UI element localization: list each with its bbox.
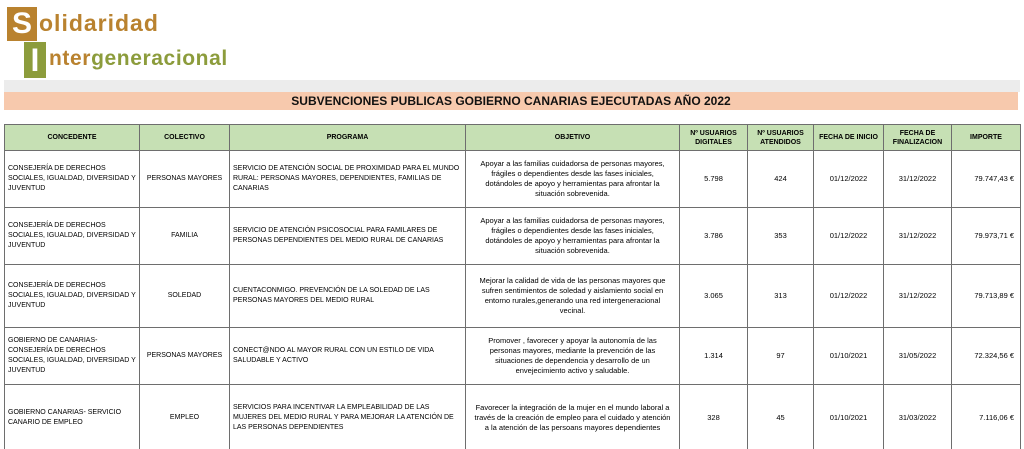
table-row xyxy=(5,208,1021,265)
cell-usuarios-digitales: 3.786 xyxy=(680,208,748,265)
cell-colectivo: PERSONAS MAYORES xyxy=(140,151,230,208)
cell-programa: SERVICIOS PARA INCENTIVAR LA EMPLEABILIDAD DE LAS MUJERES DEL MEDIO RURAL Y PARA MEJORAR LA ATENCIÓN DE LAS PERSONAS DEPENDIENTES xyxy=(230,385,466,449)
cell-fecha-inicio: 01/10/2021 xyxy=(814,385,884,449)
col-header-usuarios-atendidos: Nº USUARIOS ATENDIDOS xyxy=(748,125,814,151)
cell-colectivo: EMPLEO xyxy=(140,385,230,449)
subsidies-table xyxy=(4,124,1021,449)
cell-fecha-inicio: 01/12/2022 xyxy=(814,265,884,328)
col-header-fecha-finalizacion: FECHA DE FINALIZACION xyxy=(884,125,952,151)
cell-importe: 79.713,89 € xyxy=(952,265,1021,328)
logo xyxy=(4,4,228,82)
logo-word-intergeneracional xyxy=(49,47,228,71)
cell-usuarios-atendidos: 45 xyxy=(748,385,814,449)
col-header-concedente: CONCEDENTE xyxy=(5,125,140,151)
cell-programa: SERVICIO DE ATENCIÓN SOCIAL DE PROXIMIDAD PARA EL MUNDO RURAL: PERSONAS MAYORES, DEPENDIENTES, FAMILIAS DE CANARIAS xyxy=(230,151,466,208)
table-header-row xyxy=(5,125,1021,151)
cell-colectivo: FAMILIA xyxy=(140,208,230,265)
col-header-programa: PROGRAMA xyxy=(230,125,466,151)
logo-word-generacional: generacional xyxy=(91,47,228,70)
cell-concedente: CONSEJERÍA DE DERECHOS SOCIALES, IGUALDAD, DIVERSIDAD Y JUVENTUD xyxy=(5,208,140,265)
cell-programa: SERVICIO DE ATENCIÓN PSICOSOCIAL PARA FAMILARES DE PERSONAS DEPENDIENTES DEL MEDIO RURAL DE CANARIAS xyxy=(230,208,466,265)
header-band xyxy=(4,80,1020,92)
cell-importe: 79.973,71 € xyxy=(952,208,1021,265)
cell-objetivo: Apoyar a las familias cuidadorsa de personas mayores, frágiles o dependientes desde las fases iniciales, dotándoles de apoyo y herramientas para afrontar la situación sobrevenida. xyxy=(466,208,680,265)
table-row xyxy=(5,328,1021,385)
cell-colectivo: SOLEDAD xyxy=(140,265,230,328)
cell-importe: 79.747,43 € xyxy=(952,151,1021,208)
table-row xyxy=(5,265,1021,328)
col-header-fecha-inicio: FECHA DE INICIO xyxy=(814,125,884,151)
col-header-usuarios-digitales: Nº USUARIOS DIGITALES xyxy=(680,125,748,151)
cell-concedente: CONSEJERÍA DE DERECHOS SOCIALES, IGUALDAD, DIVERSIDAD Y JUVENTUD xyxy=(5,151,140,208)
cell-objetivo: Favorecer la integración de la mujer en el mundo laboral a través de la creación de empleo para el cuidado y atención a la atención de las persoans mayores dependientes xyxy=(466,385,680,449)
cell-objetivo: Promover , favorecer y apoyar la autonomía de las personas mayores, mediante la prevención de las situaciones de dependencia y desarrollo de un envejecimiento activo y saludable. xyxy=(466,328,680,385)
page-title: SUBVENCIONES PUBLICAS GOBIERNO CANARIAS EJECUTADAS AÑO 2022 xyxy=(4,92,1018,110)
cell-fecha-fin: 31/12/2022 xyxy=(884,265,952,328)
cell-importe: 72.324,56 € xyxy=(952,328,1021,385)
cell-fecha-fin: 31/12/2022 xyxy=(884,151,952,208)
table-row xyxy=(5,385,1021,449)
cell-colectivo: PERSONAS MAYORES xyxy=(140,328,230,385)
table-row xyxy=(5,151,1021,208)
cell-usuarios-atendidos: 424 xyxy=(748,151,814,208)
cell-fecha-inicio: 01/10/2021 xyxy=(814,328,884,385)
cell-objetivo: Apoyar a las familias cuidadorsa de personas mayores, frágiles o dependientes desde las fases iniciales, dotándoles de apoyo y herramientas para afrontar la situación sobrevenida. xyxy=(466,151,680,208)
cell-fecha-fin: 31/12/2022 xyxy=(884,208,952,265)
logo-letter-s: S xyxy=(7,7,37,41)
cell-programa: CONECT@NDO AL MAYOR RURAL CON UN ESTILO DE VIDA SALUDABLE Y ACTIVO xyxy=(230,328,466,385)
cell-fecha-fin: 31/05/2022 xyxy=(884,328,952,385)
cell-objetivo: Mejorar la calidad de vida de las personas mayores que sufren sentimientos de soledad y aislamiento social en entorno rurales,generando una red intergeneracional vecinal. xyxy=(466,265,680,328)
col-header-importe: IMPORTE xyxy=(952,125,1021,151)
cell-fecha-inicio: 01/12/2022 xyxy=(814,208,884,265)
cell-concedente: GOBIERNO CANARIAS- SERVICIO CANARIO DE EMPLEO xyxy=(5,385,140,449)
cell-importe: 7.116,06 € xyxy=(952,385,1021,449)
cell-programa: CUENTACONMIGO. PREVENCIÓN DE LA SOLEDAD DE LAS PERSONAS MAYORES DEL MEDIO RURAL xyxy=(230,265,466,328)
logo-word-inter: nter xyxy=(49,47,92,70)
cell-concedente: CONSEJERÍA DE DERECHOS SOCIALES, IGUALDAD, DIVERSIDAD Y JUVENTUD xyxy=(5,265,140,328)
cell-usuarios-digitales: 5.798 xyxy=(680,151,748,208)
cell-usuarios-digitales: 3.065 xyxy=(680,265,748,328)
cell-usuarios-atendidos: 97 xyxy=(748,328,814,385)
logo-word-solidaridad: olidaridad xyxy=(39,10,159,36)
cell-usuarios-digitales: 1.314 xyxy=(680,328,748,385)
col-header-objetivo: OBJETIVO xyxy=(466,125,680,151)
cell-usuarios-digitales: 328 xyxy=(680,385,748,449)
cell-concedente: GOBIERNO DE CANARIAS- CONSEJERÍA DE DERECHOS SOCIALES, IGUALDAD, DIVERSIDAD Y JUVENTUD xyxy=(5,328,140,385)
logo-letter-i: I xyxy=(24,42,46,78)
cell-fecha-inicio: 01/12/2022 xyxy=(814,151,884,208)
cell-usuarios-atendidos: 353 xyxy=(748,208,814,265)
col-header-colectivo: COLECTIVO xyxy=(140,125,230,151)
cell-fecha-fin: 31/03/2022 xyxy=(884,385,952,449)
cell-usuarios-atendidos: 313 xyxy=(748,265,814,328)
